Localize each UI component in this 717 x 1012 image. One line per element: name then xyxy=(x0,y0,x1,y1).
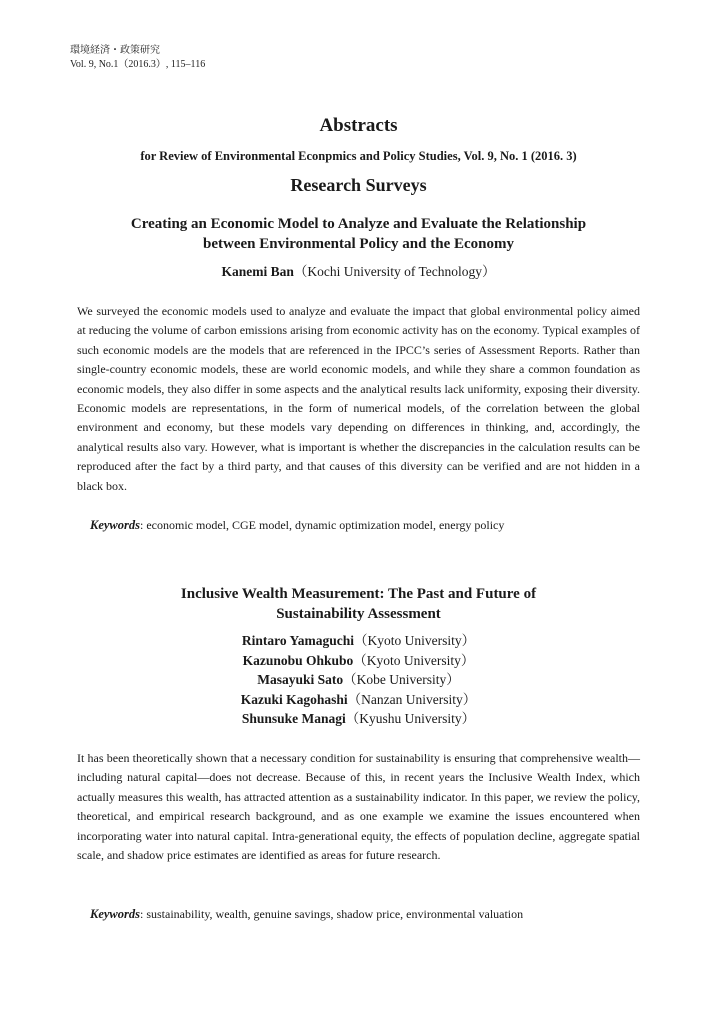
author-line xyxy=(0,690,717,710)
author-name: Masayuki Sato xyxy=(257,672,344,687)
author-affiliation: （Kyushu University） xyxy=(345,711,476,726)
keywords-text: economic model, CGE model, dynamic optimization model, energy policy xyxy=(143,518,505,532)
page-title: Abstracts xyxy=(319,115,398,136)
author-line xyxy=(0,670,717,690)
paper-2-abstract: It has been theoretically shown that a necessary condition for sustainability is ensuring that comprehensive wealth—including natural capital—does not decrease. Because of this, in recent years the Inclusive Wealth Index, which actually measures this wealth, has attracted attention as a sustainability indicator. In this paper, we review the policy, theoretical, and empirical research background, and as one example we examine the issues encountered when incorporating water into natural capital. Intra-generational equity, the effects of population decline, aggregate spatial scale, and shadow price estimates are identified as areas for future research. xyxy=(77,751,640,863)
journal-name: 環境経済・政策研究 xyxy=(70,45,160,56)
keywords-separator: : xyxy=(140,907,144,921)
paper-1-keywords xyxy=(90,517,504,533)
paper-2-title-line-2: Sustainability Assessment xyxy=(276,606,441,622)
section-heading: Research Surveys xyxy=(290,175,427,195)
author-affiliation: （Kobe University） xyxy=(343,672,460,687)
author-affiliation: （Kyoto University） xyxy=(353,652,475,668)
journal-volume: Vol. 9, No.1（2016.3）, 115–116 xyxy=(70,59,206,70)
paper-1-title-line-2: between Environmental Policy and the Economy xyxy=(203,236,514,252)
author-affiliation: （Kochi University of Technology） xyxy=(293,264,496,279)
author-affiliation: （Nanzan University） xyxy=(347,691,477,707)
author-affiliation: （Kyoto University） xyxy=(354,633,476,648)
page-subtitle: for Review of Environmental Econpmics and Policy Studies, Vol. 9, No. 1 (2016. 3) xyxy=(140,149,577,163)
author-name: Kazuki Kagohashi xyxy=(240,691,348,707)
author-line xyxy=(0,651,717,671)
author-name: Kanemi Ban xyxy=(221,264,294,279)
author-line xyxy=(0,262,717,282)
keywords-label: Keywords xyxy=(90,518,140,532)
journal-header xyxy=(70,44,205,72)
paper-2-keywords xyxy=(90,906,523,922)
author-line xyxy=(0,709,717,729)
author-name: Shunsuke Managi xyxy=(241,711,346,726)
paper-1-title-line-1: Creating an Economic Model to Analyze and Evaluate the Relationship xyxy=(130,216,587,232)
paper-2-title-line-1: Inclusive Wealth Measurement: The Past and Future of xyxy=(180,586,537,602)
author-name: Rintaro Yamaguchi xyxy=(241,633,354,648)
paper-2-title xyxy=(0,584,717,624)
keywords-separator: : xyxy=(140,518,144,532)
paper-1-title xyxy=(0,214,717,254)
author-name: Kazunobu Ohkubo xyxy=(242,652,354,668)
paper-1-abstract: We surveyed the economic models used to analyze and evaluate the impact that global environmental policy aimed at reducing the volume of carbon emissions arising from economic activity has on the economy. Typical examples of such economic models are the models that are referenced in the IPCC’s series of Assessment Reports. Rather than single-country economic models, these are world economic models, and while they share a common foundation as economic models, they also differ in some aspects and the analytical results lack uniformity, exposing their diversity. Economic models are representations, in the form of numerical models, of the correlation between the global environment and economy, but these models vary depending on differences in thinking, and, accordingly, the analytical results also vary. However, what is important is whether the discrepancies in the calculation results can be reproduced after the fact by a third party, and that causes of this diversity can be verified and are not hidden in a black box. xyxy=(77,304,640,493)
paper-1-authors xyxy=(0,262,717,282)
keywords-text: sustainability, wealth, genuine savings, shadow price, environmental valuation xyxy=(143,907,524,921)
keywords-label: Keywords xyxy=(90,907,140,921)
paper-2-authors xyxy=(0,631,717,729)
author-line xyxy=(0,631,717,651)
